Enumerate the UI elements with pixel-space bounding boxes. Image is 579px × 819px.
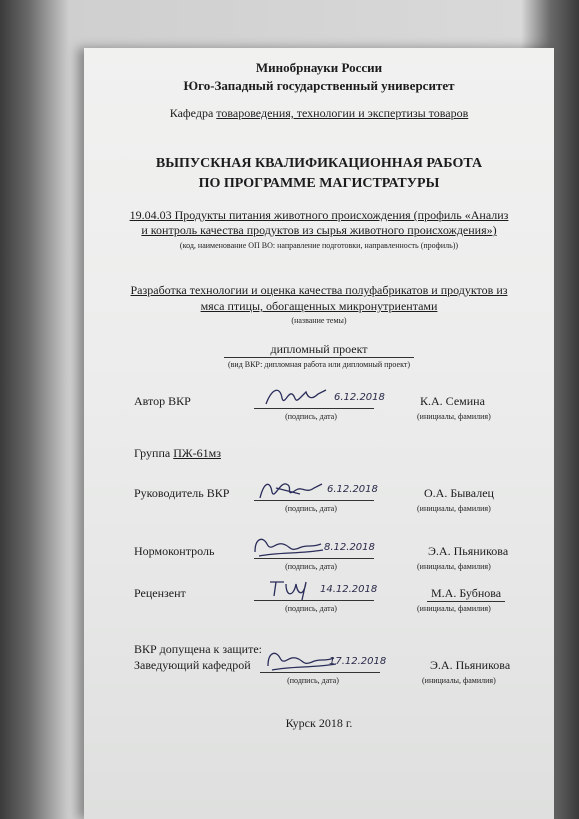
title-page [84,48,554,819]
author-date: 6.12.2018 [334,392,385,403]
group-label: Группа [134,446,171,460]
program-line2: и контроль качества продуктов из сырья животного происхождения») [141,223,497,237]
program-caption: (код, наименование ОП ВО: направление подготовки, направленность (профиль)) [179,241,459,250]
work-type-caption: (вид ВКР: дипломная работа или дипломный проект) [227,360,411,369]
reviewer-signature [264,574,324,607]
group [134,446,221,461]
supervisor-name-caption: (инициалы, фамилия) [417,504,491,513]
work-title-line2: ПО ПРОГРАММЕ МАГИСТРАТУРЫ [198,176,440,191]
admission-sign-caption: (подпись, дата) [287,676,339,685]
ministry: Минобрнауки России [255,60,383,75]
normcontrol-label: Нормоконтроль [134,544,215,558]
department [84,106,554,121]
head-of-department-label: Заведующий кафедрой [134,658,251,672]
supervisor-name: О.А. Бывалец [424,486,494,500]
supervisor-sign-caption: (подпись, дата) [285,504,337,513]
reviewer-date: 14.12.2018 [320,584,378,595]
supervisor-label: Руководитель ВКР [134,486,230,500]
reviewer-sign-caption: (подпись, дата) [285,604,337,613]
admission-date: 17.12.2018 [329,656,387,667]
admission-name: Э.А. Пьяникова [430,658,511,672]
reviewer-label: Рецензент [134,586,186,600]
city-year: Курск 2018 г. [285,716,353,730]
work-title-line1: ВЫПУСКНАЯ КВАЛИФИКАЦИОННАЯ РАБОТА [155,156,483,171]
admission-name-caption: (инициалы, фамилия) [422,676,496,685]
normcontrol-name-caption: (инициалы, фамилия) [417,562,491,571]
topic-line1: Разработка технологии и оценка качества полуфабрикатов и продуктов из [130,283,508,297]
normcontrol-signature [249,532,329,565]
topic-line2: мяса птицы, обогащенных микронутриентами [200,299,438,313]
topic-caption: (название темы) [291,316,347,325]
reviewer-name-caption: (инициалы, фамилия) [417,604,491,613]
author-signature [262,384,332,415]
author-name: К.А. Семина [420,394,485,408]
work-type [84,342,554,358]
admission-line: ВКР допущена к защите: [134,642,262,656]
university: Юго-Западный государственный университет [183,78,455,93]
author-sign-caption: (подпись, дата) [285,412,337,421]
normcontrol-name: Э.А. Пьяникова [428,544,509,558]
department-name: товароведения, технологии и экспертизы товаров [216,106,469,120]
reviewer-name: М.А. Бубнова [427,586,505,602]
normcontrol-sign-caption: (подпись, дата) [285,562,337,571]
author-name-caption: (инициалы, фамилия) [417,412,491,421]
supervisor-date: 6.12.2018 [327,484,378,495]
department-prefix: Кафедра [169,106,214,120]
work-type-value: дипломный проект [224,342,414,358]
author-label: Автор ВКР [134,394,191,408]
group-value: ПЖ-61мз [173,446,221,460]
normcontrol-date: 8.12.2018 [324,542,375,553]
program-line1: 19.04.03 Продукты питания животного происхождения (профиль «Анализ [129,208,509,222]
